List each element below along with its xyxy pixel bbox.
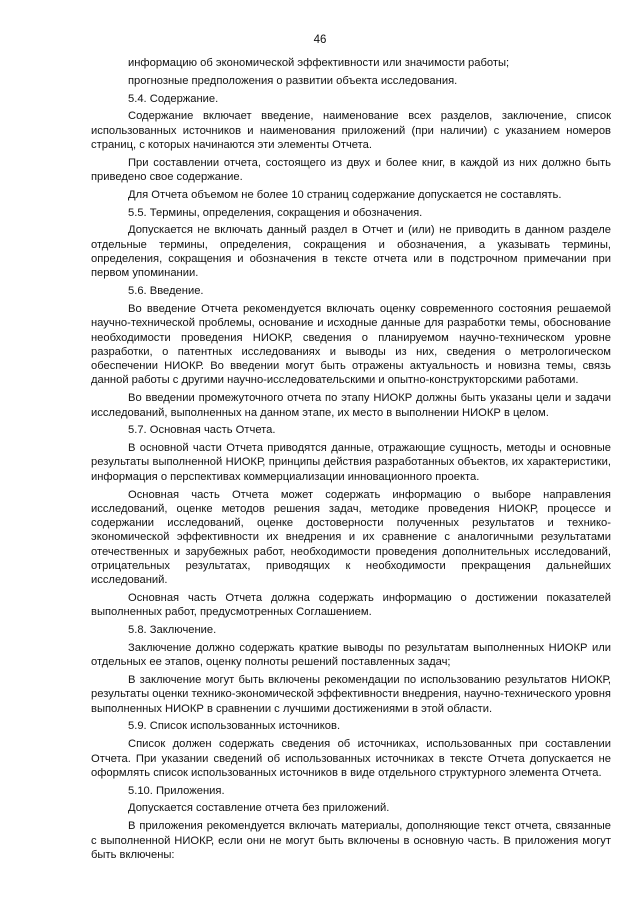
section-heading: 5.9. Список использованных источников. bbox=[128, 720, 341, 733]
body-paragraph: В основной части Отчета приводятся данные, отражающие сущность, методы и основные результаты выполненной НИОКР, принципы действия разработанных объектов, их характеристики, информация о перспективах коммерциализации инновационного проекта. bbox=[91, 442, 611, 483]
body-paragraph: Основная часть Отчета должна содержать информацию о достижении показателей выполненных работ, предусмотренных Соглашением. bbox=[91, 592, 611, 619]
body-paragraph: Допускается составление отчета без приложений. bbox=[128, 802, 390, 815]
section-heading: 5.4. Содержание. bbox=[128, 92, 219, 105]
body-paragraph: В заключение могут быть включены рекомендации по использованию результатов НИОКР, результаты оценки технико-экономической эффективности внедрения, научно-технического уровня выполненных НИОКР в сравнении с лучшими достижениями в этой области. bbox=[91, 674, 611, 715]
section-heading: 5.10. Приложения. bbox=[128, 784, 225, 797]
list-item: информацию об экономической эффективности или значимости работы; bbox=[128, 57, 510, 69]
page-number: 46 bbox=[313, 34, 327, 46]
body-paragraph: Основная часть Отчета может содержать информацию о выборе направления исследований, оценке методов решения задач, методике проведения НИОКР, процессе и содержании исследований, оценке достоверности полученных результатов и технико-экономической эффективности их внедрения и их сравнение с аналогичными результатами отечественных и зарубежных работ, необходимости проведения дополнительных исследований, отрицательных результатах, приводящих к необходимости прекращения дальнейших исследований. bbox=[91, 488, 611, 587]
body-paragraph: Содержание включает введение, наименование всех разделов, заключение, список использованных источников и наименования приложений (при наличии) с указанием номеров страниц, с которых начинаются эти элементы Отчета. bbox=[91, 110, 611, 151]
section-heading: 5.6. Введение. bbox=[128, 285, 204, 298]
body-paragraph: В приложения рекомендуется включать материалы, дополняющие текст отчета, связанные с выполненной НИОКР, если они не могут быть включены в основную часть. В приложения могут быть включены: bbox=[91, 820, 611, 861]
section-heading: 5.8. Заключение. bbox=[128, 624, 217, 637]
body-paragraph: При составлении отчета, состоящего из двух и более книг, в каждой из них должно быть приведено свое содержание. bbox=[91, 156, 611, 184]
body-paragraph: Для Отчета объемом не более 10 страниц содержание допускается не составлять. bbox=[128, 188, 562, 201]
body-paragraph: Во введение Отчета рекомендуется включать оценку современного состояния решаемой научно-технической проблемы, основание и исходные данные для разработки темы, обоснование необходимости проведения НИОКР, сведения о планируемом научно-техническом уровне разработки, о патентных исследованиях и выводы из них, сведения о метрологическом обеспечении НИОКР. Во введении могут быть отражены актуальность и новизна темы, связь данной работы с другими научно-исследовательскими и опытно-конструкторскими работами. bbox=[91, 302, 611, 387]
section-heading: 5.5. Термины, определения, сокращения и обозначения. bbox=[128, 206, 423, 219]
body-paragraph: Во введении промежуточного отчета по этапу НИОКР должны быть указаны цели и задачи исследований, выполненных на данном этапе, их место в выполнении НИОКР в целом. bbox=[91, 392, 611, 419]
section-heading: 5.7. Основная часть Отчета. bbox=[128, 424, 276, 437]
body-paragraph: Список должен содержать сведения об источниках, использованных при составлении Отчета. При указании сведений об использованных источниках в тексте Отчета допускается не оформлять список использованных источников в виде отдельного структурного элемента Отчета. bbox=[91, 738, 611, 779]
body-paragraph: Допускается не включать данный раздел в Отчет и (или) не приводить в данном разделе отдельные термины, определения, сокращения и обозначения, а указывать термины, определения, сокращения и обозначения в тексте отчета или в подстрочном примечании при первом упоминании. bbox=[91, 224, 611, 280]
page-body bbox=[91, 56, 611, 866]
body-paragraph: Заключение должно содержать краткие выводы по результатам выполненных НИОКР или отдельных ее этапов, оценку полноты решений поставленных задач; bbox=[91, 641, 611, 669]
list-item: прогнозные предположения о развитии объекта исследования. bbox=[128, 74, 458, 87]
